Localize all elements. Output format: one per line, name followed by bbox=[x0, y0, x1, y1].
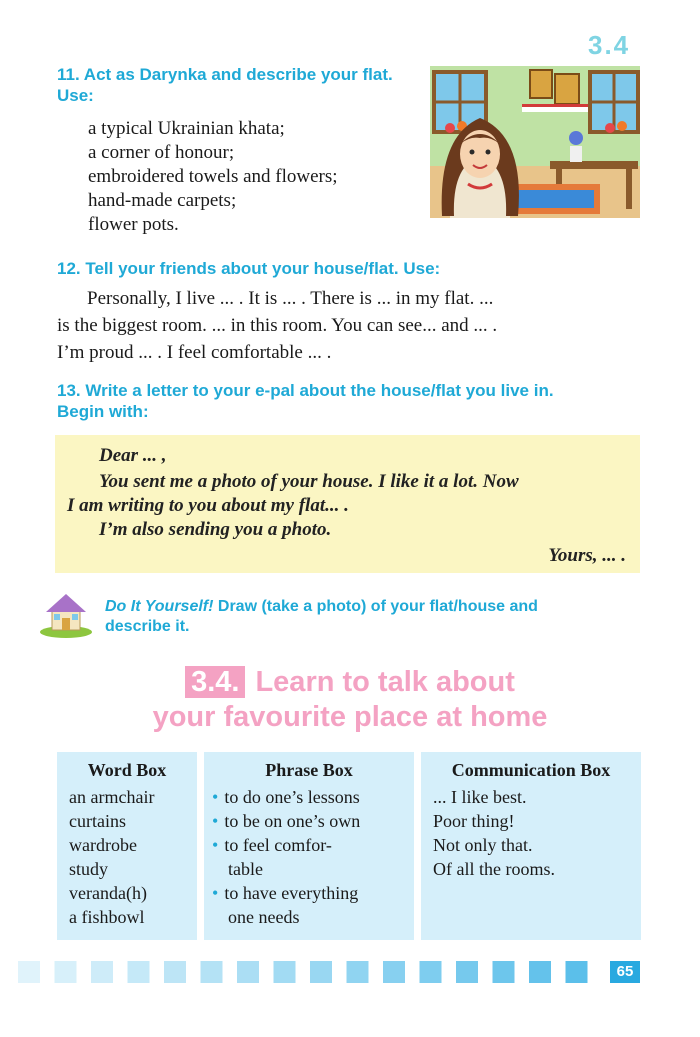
lesson-number: 3.4. bbox=[185, 666, 245, 698]
strip-square bbox=[91, 961, 113, 983]
task-12-line: Personally, I live ... . It is ... . There is ... in my flat. ... bbox=[87, 288, 494, 309]
list-item: an armchair bbox=[69, 787, 155, 807]
task-13-heading-line: Begin with: bbox=[57, 402, 149, 421]
strip-square bbox=[18, 961, 40, 983]
communication-box bbox=[421, 752, 641, 940]
communication-box-title: Communication Box bbox=[451, 760, 611, 780]
list-item: Poor thing! bbox=[433, 811, 515, 831]
task-11-heading: 11. Act as Darynka and describe your flat. Use: bbox=[57, 65, 393, 105]
phrase-box bbox=[204, 752, 414, 940]
letter-line: I’m also sending you a photo. bbox=[99, 519, 332, 540]
task-12-text bbox=[57, 285, 642, 366]
darynka-illustration bbox=[430, 66, 640, 218]
page-number: 65 bbox=[610, 961, 640, 983]
list-item: a corner of honour; bbox=[88, 142, 235, 163]
letter-line: I am writing to you about my flat... . bbox=[67, 495, 349, 516]
list-item-continuation: one needs bbox=[228, 907, 300, 927]
lesson-title-line: Learn to talk about bbox=[255, 666, 515, 698]
lesson-subtitle: your favourite place at home bbox=[152, 701, 548, 733]
list-item: veranda(h) bbox=[69, 883, 147, 903]
list-item: • to feel comfor- bbox=[212, 835, 332, 855]
strip-square bbox=[529, 961, 551, 983]
house-icon bbox=[38, 590, 94, 638]
list-item: study bbox=[69, 859, 109, 879]
list-item: • to be on one’s own bbox=[212, 811, 361, 831]
task-13-heading bbox=[57, 380, 647, 422]
diy-label: Do It Yourself! bbox=[105, 598, 214, 615]
strip-square bbox=[383, 961, 405, 983]
section-tag: 3.4 bbox=[588, 30, 631, 60]
diy-text: describe it. bbox=[105, 618, 190, 635]
letter-signoff: Yours, ... . bbox=[548, 545, 626, 566]
strip-square bbox=[456, 961, 478, 983]
strip-square bbox=[493, 961, 515, 983]
diy-text: Draw (take a photo) of your flat/house and bbox=[213, 598, 538, 615]
letter-box bbox=[55, 435, 640, 573]
list-item-continuation: table bbox=[228, 859, 263, 879]
strip-square bbox=[201, 961, 223, 983]
bullet-icon: • bbox=[212, 811, 219, 831]
strip-square bbox=[347, 961, 369, 983]
strip-square bbox=[566, 961, 588, 983]
phrase-box-list bbox=[204, 781, 414, 929]
list-item: wardrobe bbox=[69, 835, 137, 855]
bullet-icon: • bbox=[212, 787, 219, 807]
word-box bbox=[57, 752, 197, 940]
do-it-yourself bbox=[105, 597, 645, 637]
list-item: Not only that. bbox=[433, 835, 533, 855]
letter-line: You sent me a photo of your house. I like it a lot. Now bbox=[99, 471, 519, 492]
strip-square bbox=[128, 961, 150, 983]
footer-strip bbox=[18, 961, 608, 983]
list-item: • to do one’s lessons bbox=[212, 787, 360, 807]
word-box-title: Word Box bbox=[87, 760, 167, 780]
strip-square bbox=[310, 961, 332, 983]
list-item: hand-made carpets; bbox=[88, 190, 237, 211]
strip-square bbox=[237, 961, 259, 983]
list-item: a typical Ukrainian khata; bbox=[88, 118, 285, 139]
task-12-line: is the biggest room. ... in this room. You can see... and ... . bbox=[57, 315, 498, 336]
task-12-heading: 12. Tell your friends about your house/flat. Use: bbox=[57, 259, 441, 278]
phrase-box-title: Phrase Box bbox=[265, 760, 353, 780]
task-11-list bbox=[88, 117, 338, 237]
list-item: curtains bbox=[69, 811, 126, 831]
list-item: flower pots. bbox=[88, 214, 179, 235]
strip-square bbox=[55, 961, 77, 983]
list-item: a fishbowl bbox=[69, 907, 145, 927]
list-item: Of all the rooms. bbox=[433, 859, 555, 879]
lesson-title bbox=[0, 666, 700, 699]
list-item: embroidered towels and flowers; bbox=[88, 166, 338, 187]
word-box-list bbox=[57, 781, 197, 929]
bullet-icon: • bbox=[212, 883, 219, 903]
communication-box-list bbox=[421, 781, 641, 881]
strip-square bbox=[164, 961, 186, 983]
task-12-line: I’m proud ... . I feel comfortable ... . bbox=[57, 342, 332, 363]
letter-line: Dear ... , bbox=[99, 445, 167, 466]
bullet-icon: • bbox=[212, 835, 219, 855]
list-item: ... I like best. bbox=[433, 787, 527, 807]
strip-square bbox=[274, 961, 296, 983]
strip-square bbox=[420, 961, 442, 983]
list-item: • to have everything bbox=[212, 883, 359, 903]
task-13-heading-line: 13. Write a letter to your e-pal about the house/flat you live in. bbox=[57, 381, 554, 400]
